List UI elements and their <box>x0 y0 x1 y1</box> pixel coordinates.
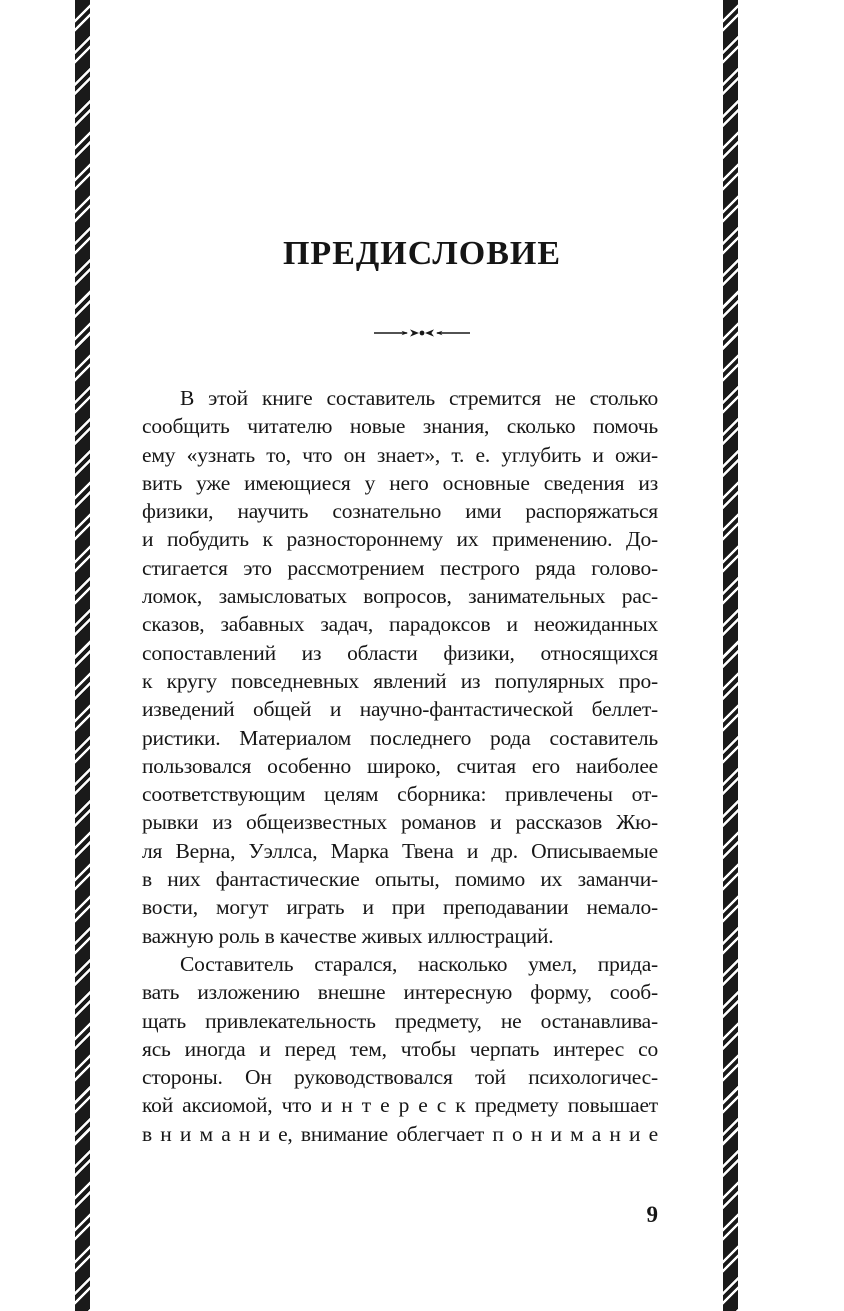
text-line: вить уже имеющиеся у него основные сведения из <box>142 470 658 495</box>
text-line: вать изложению внешне интересную форму, сооб- <box>142 980 658 1005</box>
text-line: сопоставлений из области физики, относящихся <box>142 640 658 665</box>
text-line: важную роль в качестве живых иллюстраций. <box>142 923 554 948</box>
section-divider <box>0 326 844 340</box>
text-line: ясь иногда и перед тем, чтобы черпать интерес со <box>142 1036 658 1061</box>
paragraph <box>142 384 658 950</box>
text-line: ристики. Материалом последнего рода составитель <box>142 725 658 750</box>
text-line: соответствующим целям сборника: привлечены от- <box>142 782 658 807</box>
body-text <box>142 384 658 1148</box>
text-line: в них фантастические опыты, помимо их заманчи- <box>142 867 658 892</box>
text-line: ломок, замысловатых вопросов, занимательных рас- <box>142 584 658 609</box>
text-line: стороны. Он руководствовался той психологичес- <box>142 1065 658 1090</box>
text-line: ему «узнать то, что он знает», т. е. углубить и ожи- <box>142 442 658 467</box>
text-line: изведений общей и научно-фантастической беллет- <box>142 697 658 722</box>
text-line: пользовался особенно широко, считая его наиболее <box>142 753 658 778</box>
right-rope-border-ornament <box>723 0 738 1311</box>
text-line: В этой книге составитель стремится не столько <box>180 386 658 410</box>
text-line: физики, научить сознательно ими распоряжаться <box>142 499 658 524</box>
paragraph <box>142 950 658 1148</box>
text-line: к кругу повседневных явлений из популярных про- <box>142 668 658 693</box>
page-title: ПРЕДИСЛОВИЕ <box>282 235 562 272</box>
inward-arrows-dot-ornament-icon <box>374 326 470 340</box>
text-line: стигается это рассмотрением пестрого ряда голово- <box>142 555 658 580</box>
text-line: ля Верна, Уэллса, Марка Твена и др. Описываемые <box>142 838 658 863</box>
text-line: сообщить читателю новые знания, сколько помочь <box>142 414 658 439</box>
text-line: рывки из общеизвестных романов и рассказов Жю- <box>142 810 658 835</box>
text-line: Составитель старался, насколько умел, прида- <box>180 951 658 976</box>
page-number: 9 <box>646 1202 658 1227</box>
left-rope-border-ornament <box>75 0 90 1311</box>
text-line: вости, могут играть и при преподавании немало- <box>142 895 658 920</box>
text-line: кой аксиомой, что и н т е р е с к предмету повышает <box>142 1093 658 1118</box>
text-line: щать привлекательность предмету, не останавлива- <box>142 1008 658 1033</box>
text-line: сказов, забавных задач, парадоксов и неожиданных <box>142 612 658 637</box>
text-line: и побудить к разностороннему их применению. До- <box>142 527 658 552</box>
text-line: в н и м а н и е, внимание облегчает п о н и м а н и е <box>142 1121 658 1146</box>
